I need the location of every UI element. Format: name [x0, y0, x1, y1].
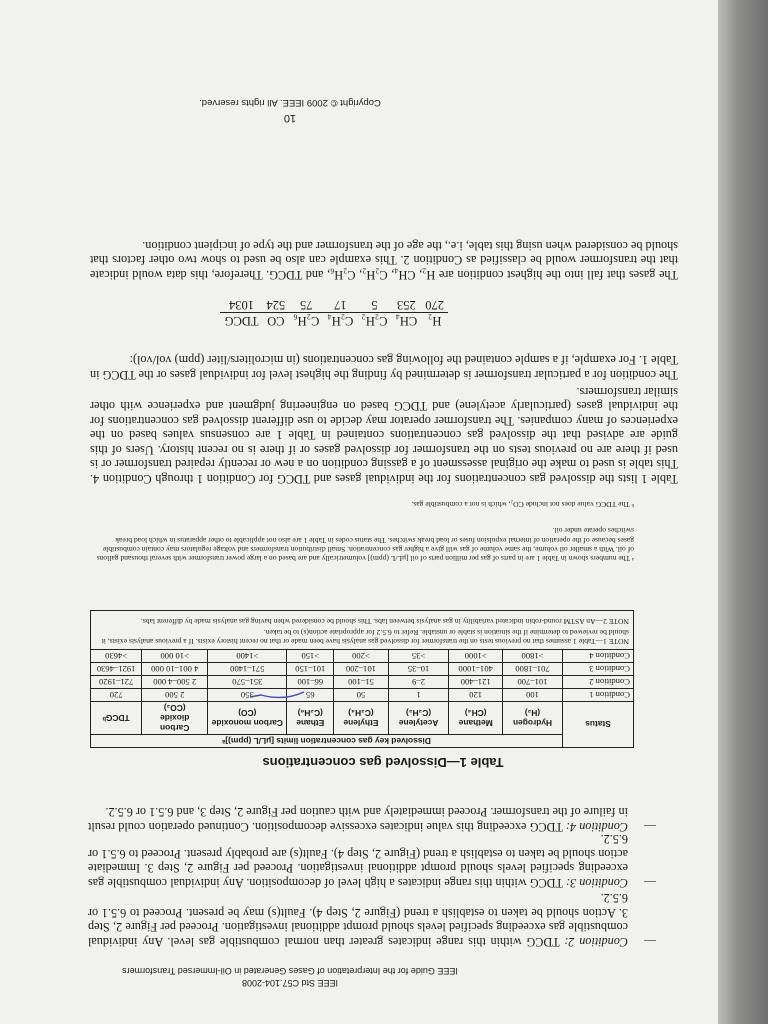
table-cell: >1000 [449, 650, 503, 663]
table-note-2: NOTE 2—An ASTM round-robin indicated variability in gas analysis between labs. This should be considered when having gas analysis made by different labs. [140, 616, 629, 626]
condition-4-text: TDCG exceeding this value indicates excessive decomposition. Continued operation could result in failure of the transformer. Proceed immediately and with caution per Figure 2, Step 3, and 6.5.1 or 6.5.2. [88, 805, 628, 834]
table-cell: 1921–4630 [91, 663, 142, 676]
bullet-dash: — [644, 935, 656, 949]
copyright-line: Copyright © 2009 IEEE. All rights reserved. [199, 97, 381, 108]
table-cell: 121–400 [449, 676, 503, 689]
column-header: Carbon dioxide (CO₂) [142, 702, 208, 735]
table-cell: >150 [287, 650, 334, 663]
condition-2-label: Condition 2: [564, 935, 628, 949]
footnote-b: ᵇ The TDCG value does not include CO₂, which is not a combustible gas. [411, 500, 634, 509]
table-cell: 2 500 [142, 689, 208, 702]
table-cell: >1800 [502, 650, 562, 663]
table-cell: 100 [502, 689, 562, 702]
table-cell: >200 [334, 650, 389, 663]
gas-value: 253 [397, 298, 416, 312]
table-note-1: NOTE 1—Table 1 assumes that no previous tests on the transformer for dissolved gas analysis have been made or that no recent history exists. If a previous analysis exists, it should be reviewed to determine if the situation is stable or unstable. Refer to 6.5.2 for appropriate action(s) to be taken. [101, 627, 629, 646]
column-header: Ethane (C₂H₆) [287, 702, 334, 735]
example-gas-names [220, 313, 448, 329]
standard-number: IEEE Std C57.104-2008 [241, 978, 339, 988]
status-header: Status [563, 702, 634, 748]
gas-value: 75 [300, 298, 313, 312]
column-header-row [91, 702, 634, 735]
table-cell: 350 [208, 689, 287, 702]
gas-value: 1034 [228, 298, 254, 312]
gas-name: TDCG [220, 313, 262, 329]
row-label: Condition 3 [563, 663, 634, 676]
table-cell: 401–1000 [449, 663, 503, 676]
gas-value: 524 [266, 298, 286, 312]
table-cell: 571–1400 [208, 663, 287, 676]
table-cell: 2–9 [388, 676, 449, 689]
table-row [91, 689, 634, 702]
gas-value: 270 [425, 298, 444, 312]
table-row [91, 650, 634, 663]
row-label: Condition 4 [563, 650, 634, 663]
condition-2-text: TDCG within this range indicates greater than normal combustible gas level. Any individual combustible gas exceeding specified levels should prompt additional investigation. Proceed per Figure 2, Step 3. Action should be taken to establish a trend (Figure 2, Step 4). Fault(s) may be present. Proceed to 6.5.1 or 6.5.2. [88, 891, 628, 949]
gas-value: 17 [334, 298, 347, 312]
example-gas-numbers [220, 297, 448, 313]
scanner-edge [718, 0, 768, 1024]
example-gas-values [220, 297, 448, 328]
column-header: Hydrogen (H₂) [502, 702, 562, 735]
standard-title: IEEE Guide for the Interpretation of Gases Generated in Oil-Immersed Transformers [122, 966, 458, 976]
table-cell: 721–1920 [91, 676, 142, 689]
column-header: Ethylene (C₂H₄) [334, 702, 389, 735]
gas-name: C₂H₄ [323, 313, 357, 329]
table-row [91, 676, 634, 689]
table-cell: 4 001–10 000 [142, 663, 208, 676]
column-header: Methane (CH₄) [449, 702, 503, 735]
gas-name: CH₄ [392, 313, 422, 329]
gas-name: C₂H₆ [289, 313, 323, 329]
condition-4-paragraph [88, 805, 628, 834]
table-row [91, 663, 634, 676]
table-cell: 1 [388, 689, 449, 702]
table-cell: 51–100 [334, 676, 389, 689]
condition-4-label: Condition 4: [565, 820, 628, 834]
footnote-a: ᵃ The numbers shown in Table 1 are in parts of gas per million parts of oil [μL/L (ppm)] volumetrically and are based on a large power transformer with several thousand gallons of oil. With a smaller oil volume, the same volume of gas will give a higher gas concentration. Small distribution transformers and voltage regulators may contain combustible gases because of the operation of internal expulsion fuses or load break switches. The status codes in Table 1 are also not applicable to other apparatus in which load break switches operate under oil. [96, 526, 634, 563]
condition-2-paragraph [88, 891, 628, 949]
table-cell: >1400 [208, 650, 287, 663]
page-number: 10 [283, 112, 297, 124]
table-cell: >4630 [91, 650, 142, 663]
body-paragraph-1: Table 1 lists the dissolved gas concentrations for the individual gases and TDCG for Condition 1 through Condition 4. This table is used to make the original assessment of a gassing condition on a new or recently repaired transformer or is used if there are no previous tests on the transformer for dissolved gases or if there is no recent history. Users of this guide are advised that the dissolved gas concentrations contained in Table 1 are consensus values based on the experiences of many companies. The transformer operator may decide to use different dissolved gas concentrations for the individual gases (particularly acetylene) and TDCG based on engineering judgment and experience with other similar transformers. [90, 385, 678, 486]
bullet-dash: — [644, 820, 656, 834]
table-cell: 2 500–4 000 [142, 676, 208, 689]
column-header: Acetylene (C₂H₂) [388, 702, 449, 735]
table-cell: 351–570 [208, 676, 287, 689]
row-label: Condition 1 [563, 689, 634, 702]
group-header: Dissolved key gas concentration limits [μL/L (ppm)]ᵃ [91, 735, 563, 748]
table-cell: 720 [91, 689, 142, 702]
table-cell: 101–150 [287, 663, 334, 676]
table-cell: 50 [334, 689, 389, 702]
notes-row [91, 611, 634, 650]
table-cell: >10 000 [142, 650, 208, 663]
condition-3-label: Condition 3: [565, 876, 628, 890]
column-header: Carbon monoxide (CO) [208, 702, 287, 735]
table-cell: 66–100 [287, 676, 334, 689]
dissolved-gas-table [90, 610, 634, 748]
table-title: Table 1—Dissolved gas concentrations [262, 755, 504, 770]
table-cell: 101–700 [502, 676, 562, 689]
pen-mark-icon [246, 688, 306, 702]
gas-value: 5 [371, 298, 378, 312]
body-paragraph-3: The gases that fall into the highest condition are H₂, CH₄, C₂H₂, C₂H₆, and TDCG. Therefore, this data would indicate that the transformer would be classified as Condition 2. This example can also be used to show two other factors that should be considered when using this table, i.e., the age of the transformer and the type of incipient condition. [90, 239, 678, 282]
body-paragraph-2: The condition for a particular transformer is determined by finding the highest level for individual gases or the TDCG in Table 1. For example, if a sample contained the following gas concentrations (in microliters/liter (ppm) vol/vol): [90, 353, 678, 382]
gas-name: C₂H₂ [357, 313, 391, 329]
table-cell: 65 [287, 689, 334, 702]
row-label: Condition 2 [563, 676, 634, 689]
table-cell: >35 [388, 650, 449, 663]
table-cell: 120 [449, 689, 503, 702]
condition-3-paragraph [88, 832, 628, 890]
table-notes [91, 611, 634, 650]
gas-name: CO [262, 313, 289, 329]
bullet-dash: — [644, 876, 656, 890]
table-cell: 101–200 [334, 663, 389, 676]
table-cell: 701–1800 [502, 663, 562, 676]
table-cell: 10–35 [388, 663, 449, 676]
gas-name: H₂ [421, 313, 448, 329]
condition-3-text: TDCG within this range indicates a high level of decomposition. Any individual combustible gas exceeding specified levels should prompt additional investigation. Proceed per Figure 2, Step 3. Immediate action should be taken to establish a trend (Figure 2, Step 4). Fault(s) are probably present. Proceed to 6.5.1 or 6.5.2. [88, 832, 628, 890]
column-header: TDCGᵇ [91, 702, 142, 735]
